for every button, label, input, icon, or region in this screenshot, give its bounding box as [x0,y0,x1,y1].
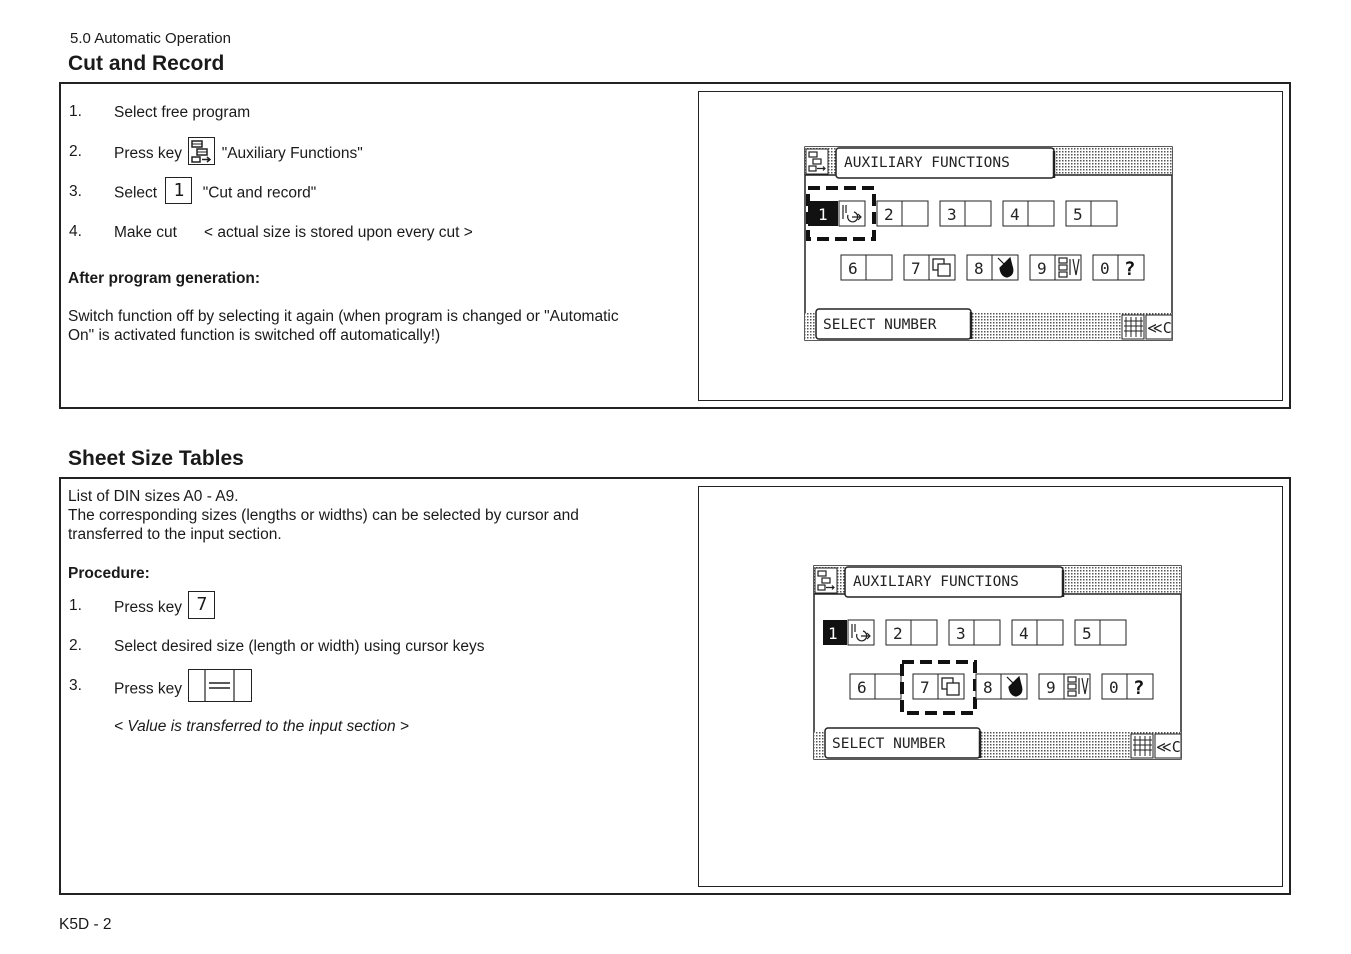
step-text: Make cut [114,224,177,241]
key-7-icon: 7 [188,591,215,619]
section-title-sheet-size-tables: Sheet Size Tables [68,447,244,470]
after-generation-heading: After program generation: [68,270,261,287]
option-6-number: 6 [848,259,858,278]
option-2-number: 2 [884,205,894,224]
intro-line-2: The corresponding sizes (lengths or widths) can be selected by cursor and transferred to the input section. [68,507,579,543]
option-5-number: 5 [1082,624,1092,643]
option-7-number: 7 [911,259,921,278]
help-icon: ? [1124,258,1136,280]
section-box-sheet-size-tables [59,477,1291,895]
section-title-cut-and-record: Cut and Record [68,52,225,75]
step-number: 2. [69,143,82,160]
step-number: 2. [69,637,82,654]
step-text: Select free program [114,104,251,121]
step-note: < actual size is stored upon every cut > [204,224,473,241]
option-4-number: 4 [1019,624,1029,643]
step-text-before: Select [114,184,158,202]
screen-footer: SELECT NUMBER [832,736,946,752]
option-9-number: 9 [1037,259,1047,278]
screen-title: AUXILIARY FUNCTIONS [844,155,1010,171]
step-text [114,143,363,165]
step-text [114,677,252,702]
option-8-number: 8 [983,678,993,697]
screen-image-panel [698,91,1283,401]
option-6-number: 6 [857,678,867,697]
enter-equals-key-icon [188,669,252,702]
screen-footer: SELECT NUMBER [823,317,937,333]
step-number: 3. [69,677,82,694]
option-0-number: 0 [1109,678,1119,697]
help-icon: ? [1133,677,1145,699]
option-7-number: 7 [920,678,930,697]
option-8-number: 8 [974,259,984,278]
auxiliary-functions-key-icon [188,137,215,165]
after-generation-text: Switch function off by selecting it again (when program is changed or "Automatic On" is activated function is switched off automatically!) [68,308,619,344]
step-number: 4. [69,223,82,240]
page-number: K5D - 2 [59,916,112,933]
section-box-cut-and-record [59,82,1291,409]
option-5-number: 5 [1073,205,1083,224]
option-9-number: 9 [1046,678,1056,697]
option-4-number: 4 [1010,205,1020,224]
step-text-after: "Cut and record" [202,184,317,202]
step-text-before: Press key [114,680,183,698]
option-3-number: 3 [947,205,957,224]
step-text [114,594,215,619]
screen-image-panel [698,486,1283,887]
transfer-note: < Value is transferred to the input section > [114,718,409,735]
option-2-number: 2 [893,624,903,643]
option-1-number: 1 [828,624,838,643]
step-text [114,180,317,204]
step-number: 1. [69,103,82,120]
step-number: 1. [69,597,82,614]
chapter-label: 5.0 Automatic Operation [70,30,231,47]
option-3-number: 3 [956,624,966,643]
step-text-after: "Auxiliary Functions" [221,145,363,163]
procedure-heading: Procedure: [68,565,150,582]
intro-line-1: List of DIN sizes A0 - A9. [68,488,239,505]
step-text-before: Press key [114,599,183,617]
step-text: Select desired size (length or width) using cursor keys [114,638,485,655]
clear-key-label: ≪C [1147,319,1172,337]
option-0-number: 0 [1100,259,1110,278]
screen-title: AUXILIARY FUNCTIONS [853,574,1019,590]
option-1-number: 1 [818,205,828,224]
auxiliary-functions-screen [813,564,1183,765]
step-number: 3. [69,183,82,200]
auxiliary-functions-screen [804,145,1174,346]
step-text-before: Press key [114,145,183,163]
clear-key-label: ≪C [1156,738,1181,756]
key-1-icon: 1 [165,177,192,204]
